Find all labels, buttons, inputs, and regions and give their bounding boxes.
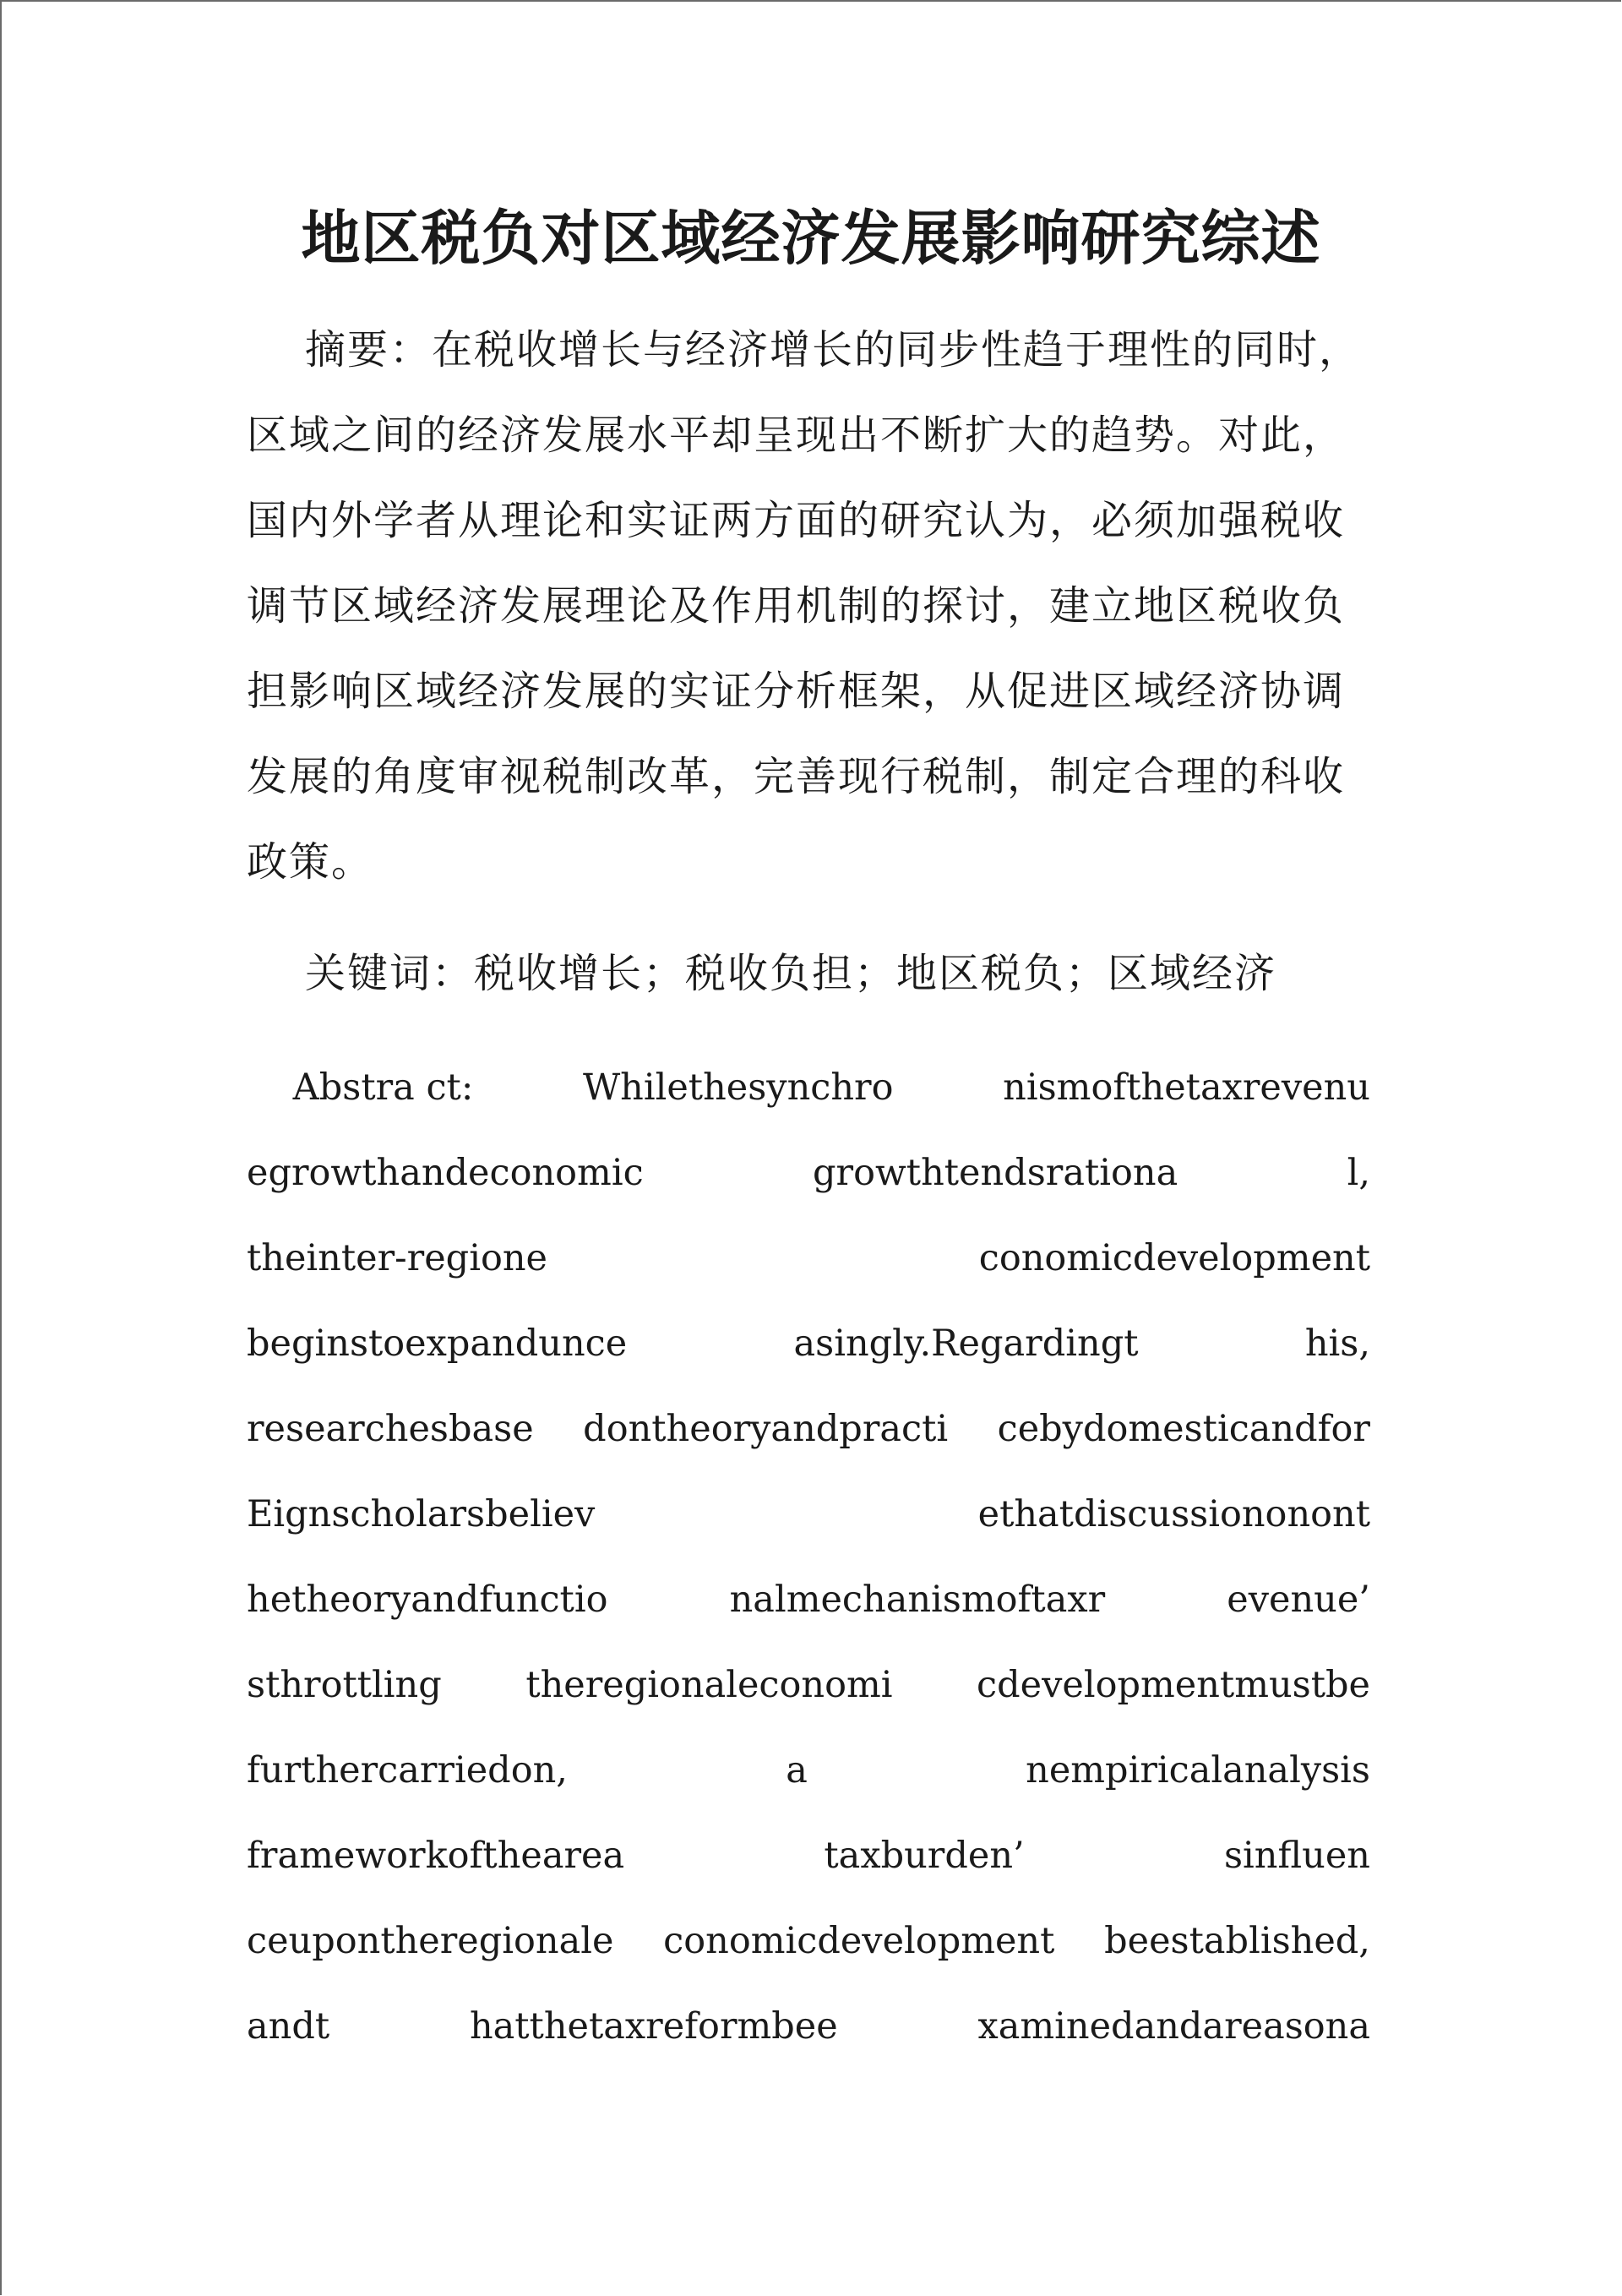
abstract-line: 摘要：在税收增长与经济增长的同步性趋于理性的同时， bbox=[247, 326, 1362, 374]
abstract-en-segment: furthercarriedon, bbox=[247, 1749, 568, 1792]
abstract-en-line bbox=[247, 1062, 1370, 1113]
abstract-line: 政策。 bbox=[247, 838, 374, 886]
abstract-en-segment: hatthetaxreformbee bbox=[469, 2005, 838, 2048]
abstract-en-line bbox=[247, 1574, 1370, 1625]
abstract-en-segment: beginstoexpandunce bbox=[247, 1323, 628, 1365]
abstract-en-segment: conomicdevelopment bbox=[978, 1237, 1370, 1279]
abstract-en-segment: evenue’ bbox=[1227, 1579, 1370, 1621]
abstract-en-segment: beestablished, bbox=[1104, 1920, 1370, 1962]
abstract-en-line bbox=[247, 2001, 1370, 2052]
abstract-en-segment: taxburden’ bbox=[824, 1835, 1025, 1877]
abstract-en-segment: cdevelopmentmustbe bbox=[977, 1664, 1370, 1706]
keywords-line: 关键词：税收增长；税收负担；地区税负；区域经济 bbox=[247, 950, 1277, 997]
abstract-en-segment: growthtendsrationa bbox=[813, 1152, 1178, 1194]
abstract-en-line bbox=[247, 1233, 1370, 1284]
abstract-line: 担影响区域经济发展的实证分析框架，从促进区域经济协调 bbox=[247, 668, 1346, 715]
abstract-line: 国内外学者从理论和实证两方面的研究认为，必须加强税收 bbox=[247, 497, 1346, 544]
document-title: 地区税负对区域经济发展影响研究综述 bbox=[301, 203, 1321, 273]
abstract-en-segment: andt bbox=[247, 2005, 330, 2048]
abstract-en-segment: egrowthandeconomic bbox=[247, 1152, 644, 1194]
abstract-en-line bbox=[247, 1660, 1370, 1710]
abstract-en-segment: researchesbase bbox=[247, 1408, 534, 1450]
abstract-en-segment: ceupontheregionale bbox=[247, 1920, 614, 1962]
abstract-line: 区域之间的经济发展水平却呈现出不断扩大的趋势。对此， bbox=[247, 412, 1346, 459]
abstract-en-segment: sthrottling bbox=[247, 1664, 442, 1706]
abstract-en-line bbox=[247, 1830, 1370, 1881]
abstract-en-segment: theregionaleconomi bbox=[525, 1664, 893, 1706]
abstract-en-segment: l, bbox=[1347, 1152, 1370, 1194]
abstract-en-line bbox=[247, 1489, 1370, 1540]
abstract-en-segment: his, bbox=[1304, 1323, 1370, 1365]
abstract-en-segment: theinter-regione bbox=[247, 1237, 547, 1279]
abstract-en-segment: nempiricalanalysis bbox=[1026, 1749, 1370, 1792]
abstract-en-line bbox=[247, 1745, 1370, 1796]
abstract-en-line bbox=[247, 1318, 1370, 1369]
abstract-en-segment: Eignscholarsbeliev bbox=[247, 1493, 596, 1535]
abstract-en-segment: conomicdevelopment bbox=[663, 1920, 1055, 1962]
abstract-en-segment: frameworkofthearea bbox=[247, 1835, 625, 1877]
abstract-en-segment: nismofthetaxrevenu bbox=[1003, 1066, 1370, 1109]
abstract-en-segment: asingly.Regardingt bbox=[793, 1323, 1139, 1365]
abstract-en-line bbox=[247, 1148, 1370, 1198]
abstract-en-segment: a bbox=[786, 1749, 808, 1792]
abstract-en-line bbox=[247, 1404, 1370, 1454]
abstract-en-segment: dontheoryandpracti bbox=[583, 1408, 949, 1450]
abstract-en-segment: hetheoryandfunctio bbox=[247, 1579, 608, 1621]
abstract-line: 调节区域经济发展理论及作用机制的探讨，建立地区税收负 bbox=[247, 582, 1346, 630]
abstract-en-segment: cebydomesticandfor bbox=[997, 1408, 1370, 1450]
abstract-en-segment: xaminedandareasona bbox=[977, 2005, 1370, 2048]
abstract-en-segment: ethatdiscussiononont bbox=[977, 1493, 1370, 1535]
abstract-en-segment: Abstra ct: bbox=[247, 1066, 474, 1109]
abstract-line: 发展的角度审视税制改革，完善现行税制，制定合理的科收 bbox=[247, 753, 1346, 800]
abstract-en-segment: Whilethesynchro bbox=[582, 1066, 894, 1109]
abstract-en-segment: nalmechanismoftaxr bbox=[729, 1579, 1106, 1621]
abstract-en-line bbox=[247, 1916, 1370, 1966]
abstract-en-segment: sinfluen bbox=[1223, 1835, 1370, 1877]
